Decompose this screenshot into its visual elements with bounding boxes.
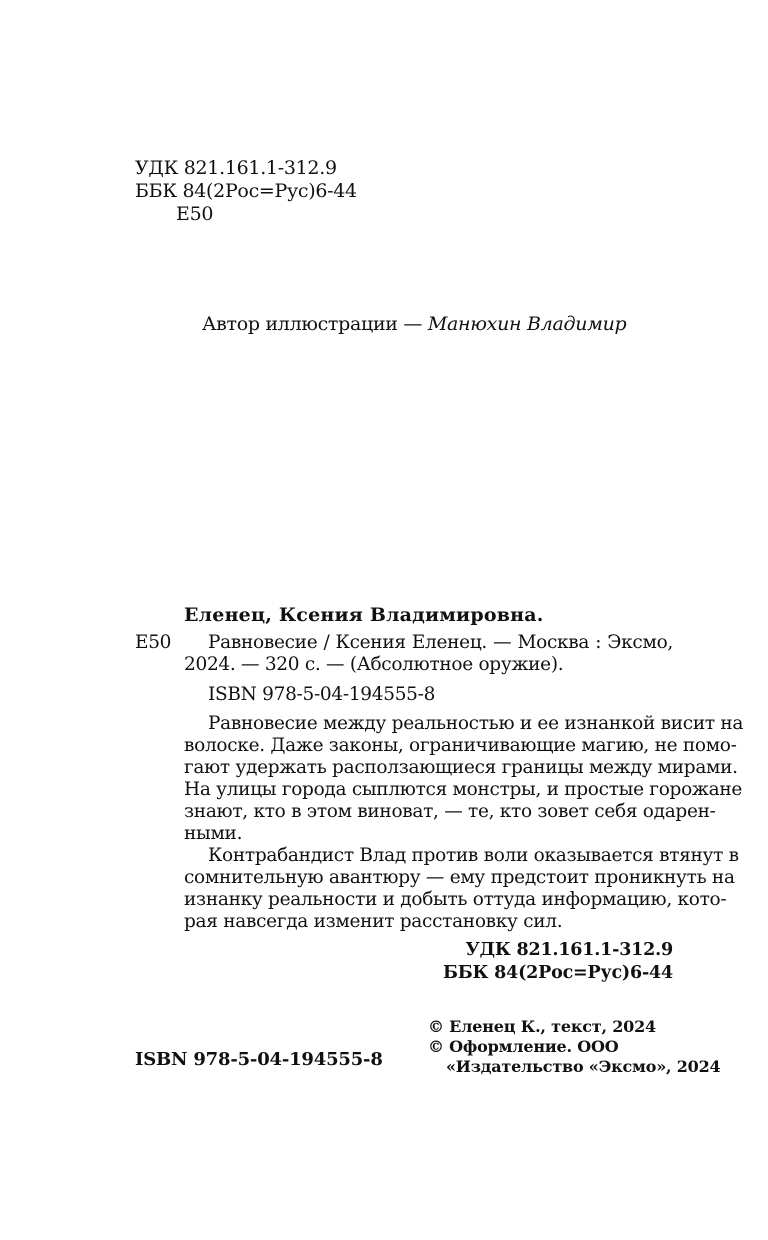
illustration-label: Автор иллюстрации — xyxy=(202,313,428,335)
illustrator-name: Манюхин Владимир xyxy=(427,313,627,335)
catalog-author: Еленец, Ксения Владимировна. xyxy=(184,604,544,626)
udk-code-footer: УДК 821.161.1-312.9 xyxy=(465,940,673,960)
annotation-line: волоске. Даже законы, ограничивающие магию, не помо- xyxy=(184,735,737,756)
annotation-line: гают удержать расползающиеся границы между мирами. xyxy=(184,757,738,778)
copyright-text: © Еленец К., текст, 2024 xyxy=(428,1017,656,1036)
annotation-line: Контрабандист Влад против воли оказывается втянут в xyxy=(208,845,739,866)
annotation-line: ными. xyxy=(184,823,243,844)
annotation-line: На улицы города сыплются монстры, и простые горожане xyxy=(184,779,743,800)
bbk-code-footer: ББК 84(2Рос=Рус)6-44 xyxy=(443,963,673,983)
bbk-code-top: ББК 84(2Рос=Рус)6-44 xyxy=(135,180,357,202)
annotation-line: рая навсегда изменит расстановку сил. xyxy=(184,911,563,932)
catalog-isbn: ISBN 978-5-04-194555-8 xyxy=(208,684,436,705)
classification-footer xyxy=(443,939,673,985)
illustration-credit xyxy=(202,313,626,335)
catalog-title-line-1: Равновесие / Ксения Еленец. — Москва : Эксмо, xyxy=(208,632,673,653)
annotation-line: сомнительную авантюру — ему предстоит проникнуть на xyxy=(184,867,735,888)
copyright-publisher: «Издательство «Эксмо», 2024 xyxy=(446,1057,721,1076)
annotation-line: изнанку реальности и добыть оттуда информацию, кото- xyxy=(184,889,727,910)
copyright-design: © Оформление. ООО xyxy=(428,1037,619,1056)
annotation-line: Равновесие между реальностью и ее изнанкой висит на xyxy=(208,713,744,734)
udk-code-top: УДК 821.161.1-312.9 xyxy=(135,157,337,179)
catalog-mark: Е50 xyxy=(135,632,172,653)
isbn-bottom: ISBN 978-5-04-194555-8 xyxy=(135,1049,383,1070)
author-mark-top: Е50 xyxy=(176,203,214,225)
annotation-line: знают, кто в этом виноват, — те, кто зовет себя одарен- xyxy=(184,801,716,822)
catalog-title-line-2: 2024. — 320 с. — (Абсолютное оружие). xyxy=(184,654,564,675)
